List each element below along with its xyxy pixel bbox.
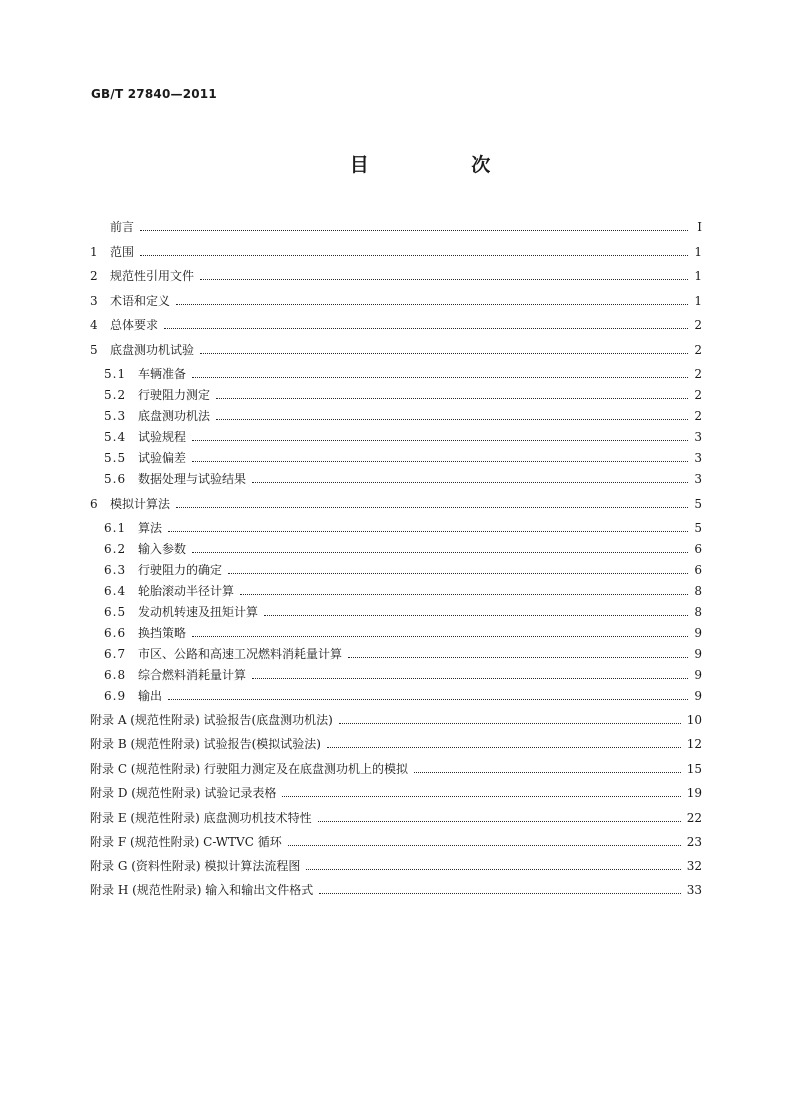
dot-leader: [140, 230, 688, 231]
entry-number: 5.1: [104, 367, 127, 381]
entry-page: 15: [686, 762, 702, 776]
toc-entry-5-1[interactable]: [104, 364, 702, 382]
entry-number: 3: [90, 294, 98, 308]
dot-leader: [176, 507, 688, 508]
entry-page: 12: [686, 737, 702, 751]
entry-page: 8: [694, 605, 702, 619]
toc-entry-6-8[interactable]: [104, 665, 702, 683]
dot-leader: [414, 772, 681, 773]
dot-leader: [192, 636, 688, 637]
toc-entry-6-1[interactable]: [104, 518, 702, 536]
dot-leader: [192, 377, 688, 378]
dot-leader: [176, 304, 688, 305]
entry-label: 附录 E (规范性附录) 底盘测功机技术特性: [90, 811, 312, 825]
dot-leader: [140, 255, 688, 256]
entry-page: 9: [694, 626, 702, 640]
toc-entry-2[interactable]: [90, 266, 702, 284]
toc-entry-6-5[interactable]: [104, 602, 702, 620]
entry-number: 6.6: [104, 626, 127, 640]
entry-label: 发动机转速及扭矩计算: [138, 605, 259, 619]
toc-entry-6-2[interactable]: [104, 539, 702, 557]
dot-leader: [318, 821, 681, 822]
entry-number: 6.5: [104, 605, 127, 619]
toc-entry-6-3[interactable]: [104, 560, 702, 578]
toc-entry-6-4[interactable]: [104, 581, 702, 599]
dot-leader: [200, 279, 688, 280]
entry-label: 车辆准备: [138, 367, 187, 381]
entry-label: 底盘测功机试验: [110, 343, 195, 357]
dot-leader: [327, 747, 681, 748]
entry-label: 总体要求: [110, 318, 159, 332]
dot-leader: [216, 398, 688, 399]
entry-page: 8: [694, 584, 702, 598]
toc-entry-preface[interactable]: [90, 217, 702, 235]
dot-leader: [348, 657, 688, 658]
dot-leader: [164, 328, 688, 329]
entry-page: 5: [694, 497, 702, 511]
entry-label: 数据处理与试验结果: [138, 472, 247, 486]
entry-label: 模拟计算法: [110, 497, 171, 511]
entry-number: 6.9: [104, 689, 127, 703]
dot-leader: [339, 723, 681, 724]
entry-label: 行驶阻力的确定: [138, 563, 223, 577]
toc-entry-5-2[interactable]: [104, 385, 702, 403]
entry-label: 前言: [110, 220, 135, 234]
entry-page: 9: [694, 689, 702, 703]
entry-number: 6.1: [104, 521, 127, 535]
entry-page: 2: [694, 409, 702, 423]
entry-label: 算法: [138, 521, 163, 535]
entry-page: 32: [686, 859, 702, 873]
toc-title: 目 次: [349, 154, 539, 176]
toc-entry-appendix-h[interactable]: [90, 880, 702, 898]
toc-entry-6[interactable]: [90, 494, 702, 512]
dot-leader: [306, 869, 680, 870]
entry-page: 1: [694, 269, 702, 283]
entry-label: 范围: [110, 245, 135, 259]
toc-entry-6-9[interactable]: [104, 686, 702, 704]
entry-number: 6.8: [104, 668, 127, 682]
toc-entry-1[interactable]: [90, 242, 702, 260]
entry-label: 行驶阻力测定: [138, 388, 211, 402]
entry-page: 19: [686, 786, 702, 800]
dot-leader: [264, 615, 688, 616]
dot-leader: [252, 482, 688, 483]
standard-code: GB/T 27840—2011: [91, 87, 217, 101]
entry-number: 6.7: [104, 647, 127, 661]
entry-label: 轮胎滚动半径计算: [138, 584, 235, 598]
entry-number: 5.5: [104, 451, 127, 465]
entry-number: 5.4: [104, 430, 127, 444]
toc-entry-5-3[interactable]: [104, 406, 702, 424]
entry-label: 综合燃料消耗量计算: [138, 668, 247, 682]
dot-leader: [168, 699, 688, 700]
toc-entry-appendix-b[interactable]: [90, 734, 702, 752]
toc-entry-appendix-e[interactable]: [90, 808, 702, 826]
entry-number: 5: [90, 343, 98, 357]
entry-page: 9: [694, 668, 702, 682]
toc-entry-appendix-f[interactable]: [90, 832, 702, 850]
toc-entry-appendix-c[interactable]: [90, 759, 702, 777]
toc-entry-appendix-d[interactable]: [90, 783, 702, 801]
entry-number: 6.3: [104, 563, 127, 577]
entry-page: 6: [694, 542, 702, 556]
entry-page: 6: [694, 563, 702, 577]
entry-page: 23: [686, 835, 702, 849]
entry-page: 22: [686, 811, 702, 825]
entry-page: 1: [694, 245, 702, 259]
entry-page: 3: [694, 451, 702, 465]
entry-label: 试验偏差: [138, 451, 187, 465]
entry-page: 5: [694, 521, 702, 535]
entry-label: 附录 G (资料性附录) 模拟计算法流程图: [90, 859, 301, 873]
entry-label: 输入参数: [138, 542, 187, 556]
entry-page: 2: [694, 318, 702, 332]
entry-label: 底盘测功机法: [138, 409, 211, 423]
entry-number: 1: [90, 245, 98, 259]
entry-number: 2: [90, 269, 98, 283]
entry-label: 附录 A (规范性附录) 试验报告(底盘测功机法): [90, 713, 333, 727]
dot-leader: [168, 531, 688, 532]
entry-number: 5.2: [104, 388, 127, 402]
toc-entry-6-7[interactable]: [104, 644, 702, 662]
entry-page: 1: [694, 294, 702, 308]
dot-leader: [228, 573, 688, 574]
dot-leader: [240, 594, 688, 595]
toc-entry-5[interactable]: [90, 340, 702, 358]
toc-entry-appendix-g[interactable]: [90, 856, 702, 874]
entry-label: 试验规程: [138, 430, 187, 444]
entry-label: 市区、公路和高速工况燃料消耗量计算: [138, 647, 343, 661]
dot-leader: [319, 893, 680, 894]
dot-leader: [288, 845, 681, 846]
entry-label: 附录 F (规范性附录) C-WTVC 循环: [90, 835, 282, 849]
entry-page: 2: [694, 343, 702, 357]
entry-label: 规范性引用文件: [110, 269, 195, 283]
entry-page: 9: [694, 647, 702, 661]
entry-label: 附录 B (规范性附录) 试验报告(模拟试验法): [90, 737, 321, 751]
entry-page: I: [697, 220, 702, 234]
toc-entry-5-6[interactable]: [104, 469, 702, 487]
entry-number: 6.2: [104, 542, 127, 556]
entry-page: 33: [686, 883, 702, 897]
entry-label: 附录 C (规范性附录) 行驶阻力测定及在底盘测功机上的模拟: [90, 762, 408, 776]
toc-entry-6-6[interactable]: [104, 623, 702, 641]
entry-page: 3: [694, 430, 702, 444]
toc-entry-5-4[interactable]: [104, 427, 702, 445]
toc-entry-5-5[interactable]: [104, 448, 702, 466]
entry-number: 6.4: [104, 584, 127, 598]
dot-leader: [282, 796, 680, 797]
dot-leader: [192, 552, 688, 553]
dot-leader: [192, 440, 688, 441]
dot-leader: [252, 678, 688, 679]
entry-label: 术语和定义: [110, 294, 171, 308]
entry-number: 5.6: [104, 472, 127, 486]
entry-label: 附录 D (规范性附录) 试验记录表格: [90, 786, 277, 800]
toc-entry-4[interactable]: [90, 315, 702, 333]
dot-leader: [192, 461, 688, 462]
entry-number: 6: [90, 497, 98, 511]
dot-leader: [216, 419, 688, 420]
entry-page: 3: [694, 472, 702, 486]
entry-page: 10: [686, 713, 702, 727]
entry-label: 换挡策略: [138, 626, 187, 640]
entry-label: 输出: [138, 689, 163, 703]
toc-entry-appendix-a[interactable]: [90, 710, 702, 728]
entry-number: 4: [90, 318, 98, 332]
entry-page: 2: [694, 367, 702, 381]
entry-number: 5.3: [104, 409, 127, 423]
entry-page: 2: [694, 388, 702, 402]
dot-leader: [200, 353, 688, 354]
entry-label: 附录 H (规范性附录) 输入和输出文件格式: [90, 883, 314, 897]
toc-entry-3[interactable]: [90, 291, 702, 309]
